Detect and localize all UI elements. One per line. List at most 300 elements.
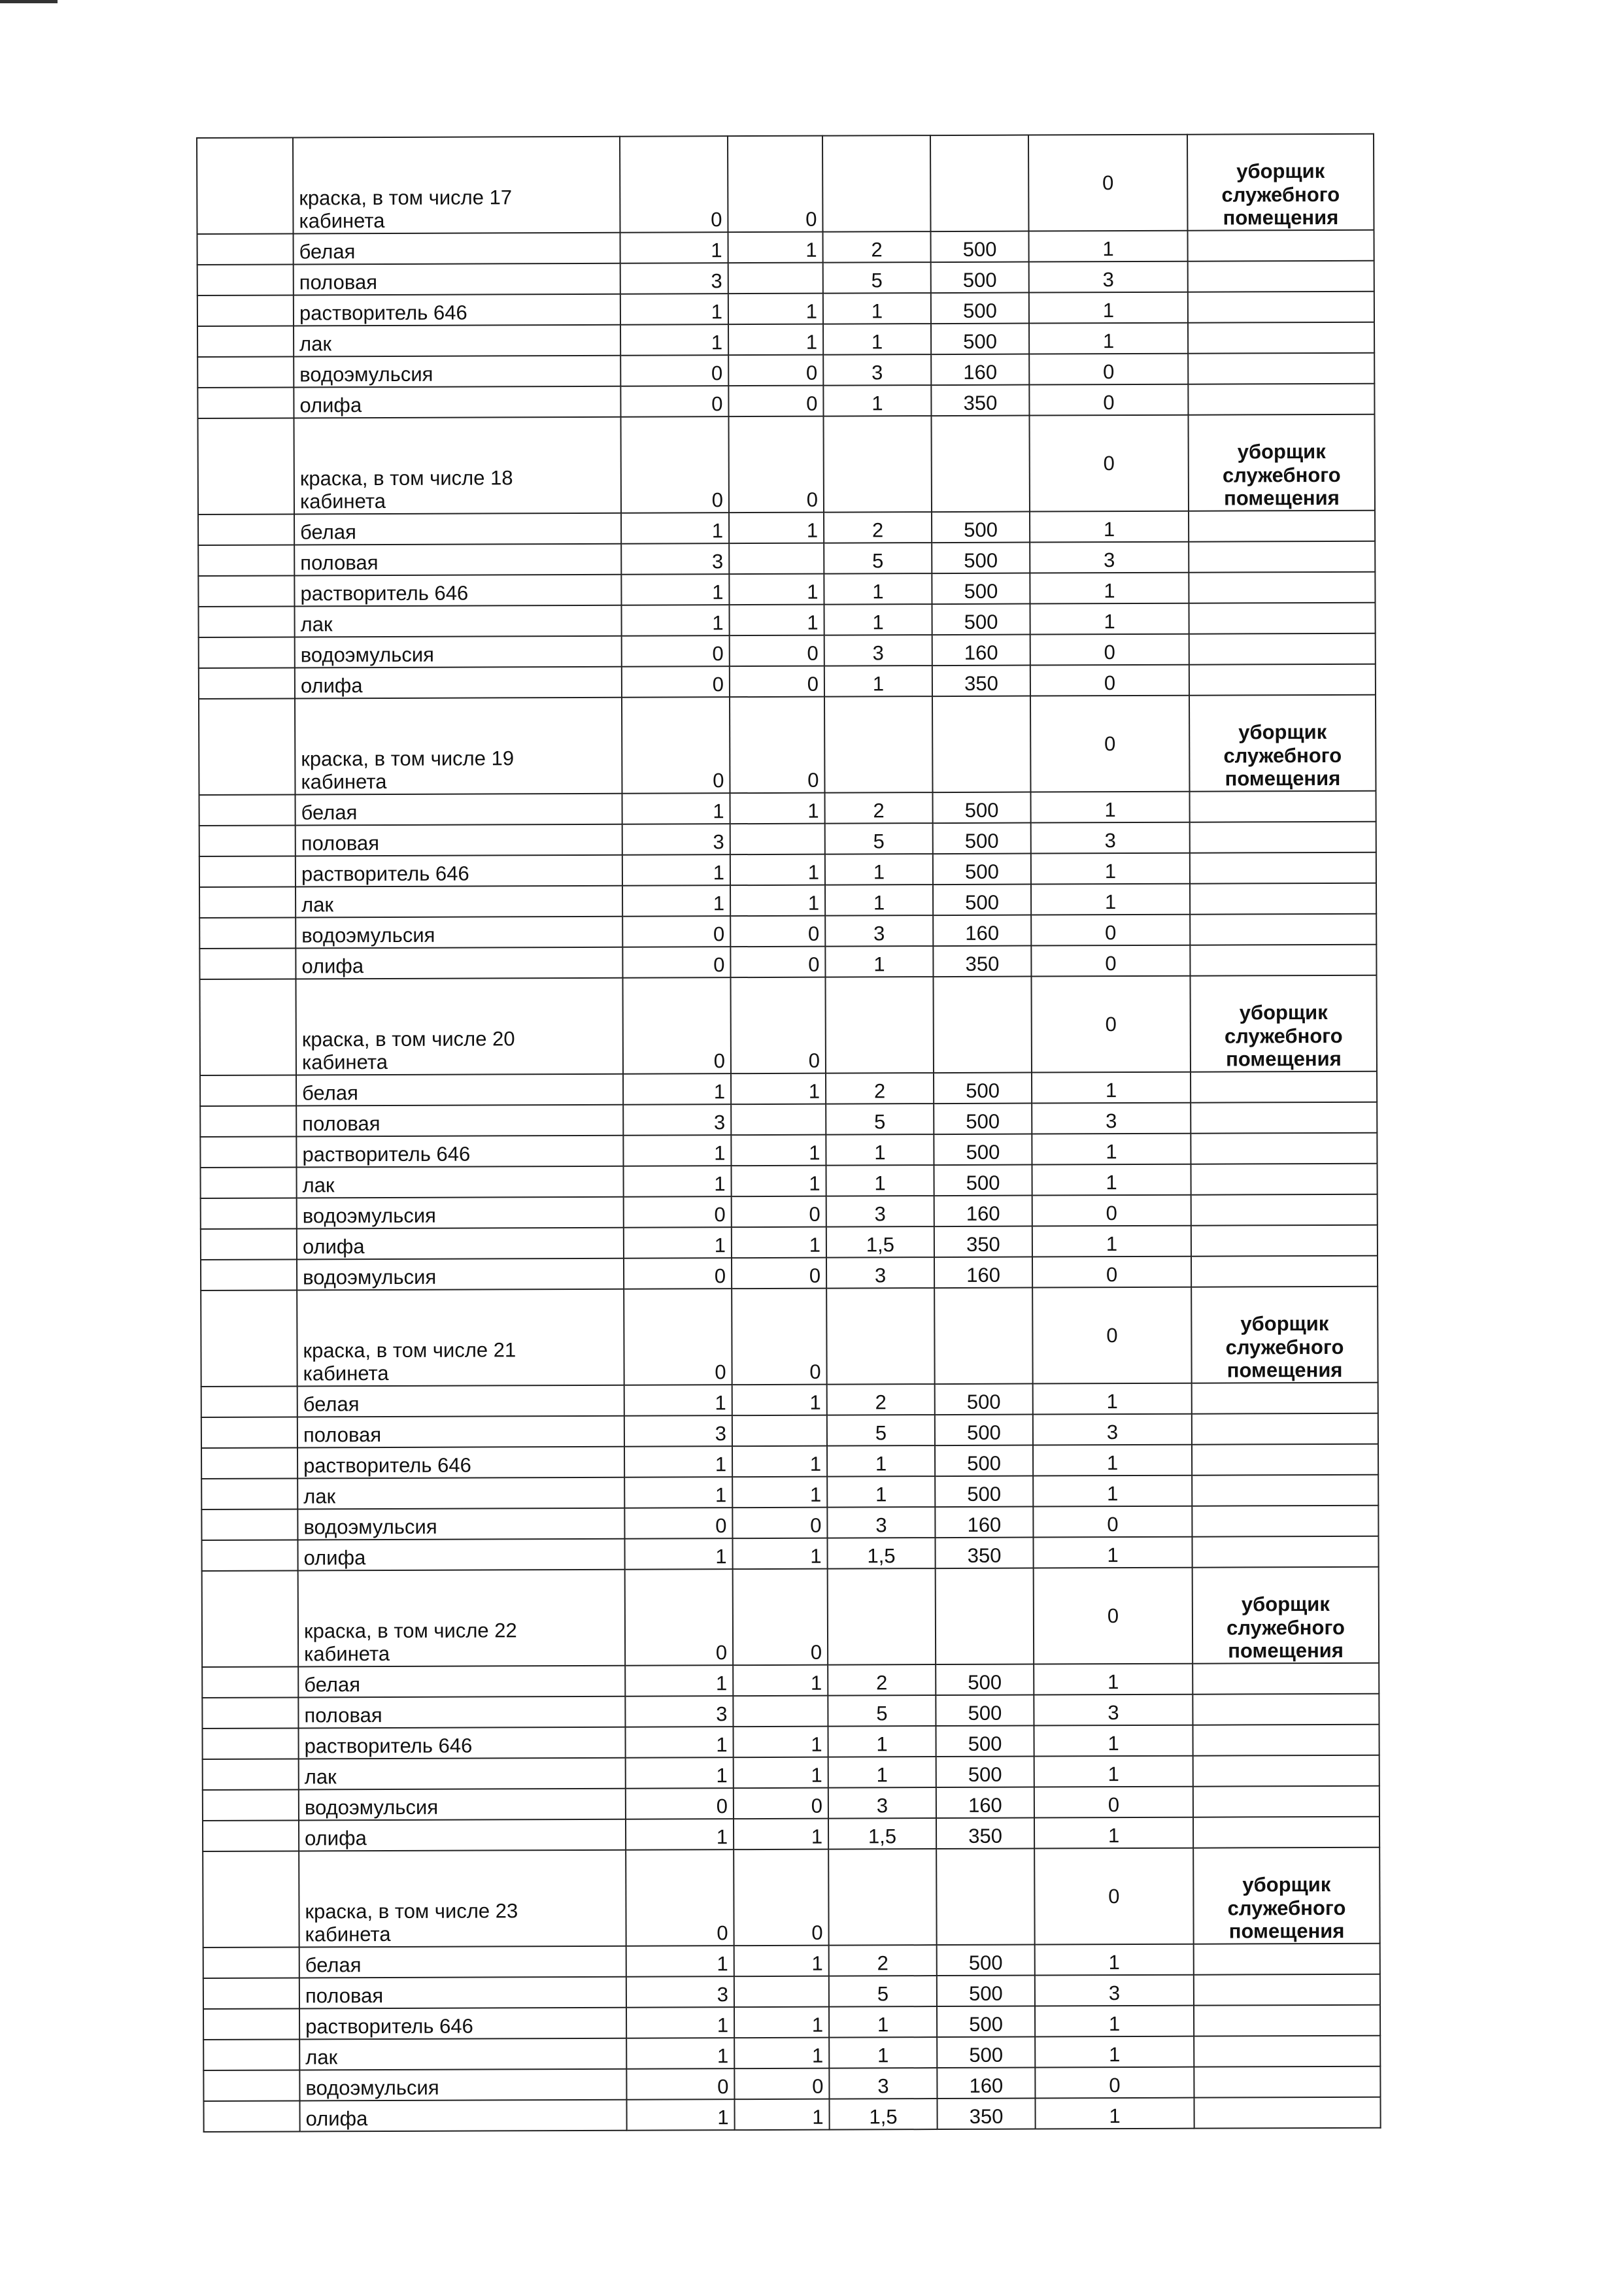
norm-cell: 1,5	[827, 1538, 935, 1569]
blank-cell	[203, 2008, 299, 2040]
total-cell: 0	[1029, 384, 1188, 416]
blank-cell	[197, 326, 294, 357]
group-title-cell	[294, 417, 622, 514]
total-cell: 0	[1031, 945, 1190, 977]
qty-cell: 1	[733, 1727, 828, 1758]
item-row	[199, 883, 1376, 918]
qty-cell: 1	[624, 1538, 732, 1570]
note-cell	[1189, 664, 1376, 696]
blank-cell	[201, 1167, 297, 1198]
price-cell: 160	[934, 1196, 1032, 1227]
norm-cell: 5	[827, 1415, 935, 1446]
blank-cell	[197, 295, 294, 326]
item-row	[200, 1071, 1377, 1106]
position-note-line: помещения	[1228, 1919, 1345, 1943]
price-cell: 160	[934, 1257, 1032, 1289]
price-cell: 160	[936, 1787, 1034, 1819]
qty-cell: 0	[622, 635, 730, 667]
total-cell: 0	[1031, 915, 1190, 946]
item-row	[199, 791, 1376, 826]
blank-cell	[198, 575, 294, 607]
position-note-line: уборщик	[1239, 1001, 1328, 1024]
total-cell: 0	[1029, 415, 1189, 512]
note-cell	[1193, 1786, 1379, 1817]
total-cell: 1	[1035, 1944, 1194, 1976]
blank-cell	[199, 979, 296, 1075]
note-cell	[1191, 1256, 1378, 1287]
item-name-cell: олифа	[297, 1539, 624, 1571]
item-name-cell: олифа	[296, 947, 622, 979]
qty-cell: 1	[620, 294, 728, 325]
price-cell: 500	[933, 885, 1031, 916]
norm-cell: 5	[828, 1695, 936, 1727]
item-name-cell: половая	[296, 824, 622, 856]
qty-cell: 1	[732, 1446, 827, 1477]
item-name-cell: водоэмульсия	[297, 1197, 624, 1229]
blank-cell	[199, 698, 296, 795]
total-cell: 1	[1032, 1072, 1191, 1104]
group-header-row	[202, 1567, 1379, 1667]
item-name-cell: белая	[298, 1666, 625, 1698]
blank-cell	[197, 233, 294, 265]
group-title-line: краска, в том числе 21	[303, 1338, 516, 1362]
blank-cell	[202, 1666, 298, 1698]
price-cell: 500	[932, 604, 1030, 635]
norm-cell: 1	[823, 293, 931, 324]
total-cell: 1	[1032, 1164, 1191, 1196]
blank-cell	[197, 137, 294, 234]
note-cell	[1190, 822, 1376, 853]
note-cell	[1194, 2097, 1380, 2129]
qty-cell: 1	[734, 2099, 829, 2131]
norm-cell	[828, 1849, 937, 1946]
position-note-line: уборщик	[1238, 720, 1327, 744]
item-row	[197, 230, 1374, 265]
item-row	[197, 384, 1374, 418]
note-cell	[1190, 852, 1376, 884]
note-cell	[1192, 1413, 1378, 1445]
position-note-line: уборщик	[1237, 440, 1326, 464]
price-cell	[932, 696, 1031, 793]
item-name-cell: олифа	[294, 386, 620, 418]
scan-edge-mark	[0, 0, 58, 3]
price-cell: 500	[933, 823, 1031, 854]
note-cell	[1193, 1663, 1379, 1695]
norm-cell: 1	[825, 885, 933, 916]
norm-cell: 1	[828, 1726, 936, 1757]
qty-cell: 1	[732, 1385, 827, 1416]
qty-cell: 0	[730, 947, 825, 978]
price-cell: 500	[931, 231, 1029, 263]
qty-cell: 0	[728, 386, 823, 417]
item-name-cell: лак	[297, 1477, 624, 1510]
note-cell	[1193, 1817, 1379, 1848]
item-name-cell: половая	[294, 544, 621, 576]
total-cell: 0	[1030, 696, 1190, 792]
price-cell: 160	[931, 354, 1029, 386]
price-cell: 500	[933, 792, 1031, 824]
norm-cell: 1	[825, 946, 933, 977]
position-note-line: уборщик	[1240, 1312, 1329, 1336]
item-name-cell: растворитель 646	[296, 855, 622, 887]
total-cell: 0	[1035, 2067, 1194, 2099]
group-title-cell	[295, 698, 622, 795]
qty-cell: 0	[734, 1849, 829, 1946]
total-cell: 1	[1030, 511, 1189, 543]
item-name-cell: лак	[297, 1166, 624, 1198]
qty-cell: 1	[626, 1946, 734, 1977]
qty-cell: 1	[728, 324, 823, 356]
blank-cell	[203, 2039, 299, 2070]
qty-cell: 1	[732, 1227, 826, 1258]
qty-cell: 1	[620, 232, 728, 263]
price-cell	[931, 416, 1030, 513]
norm-cell: 3	[824, 635, 932, 666]
price-cell	[936, 1849, 1035, 1946]
price-cell: 350	[937, 2099, 1035, 2130]
norm-cell: 5	[823, 262, 931, 294]
qty-cell: 0	[622, 977, 731, 1074]
item-name-cell: водоэмульсия	[296, 917, 622, 949]
norm-cell: 3	[826, 1257, 934, 1289]
group-title-line: кабинета	[299, 490, 386, 513]
blank-cell	[203, 1978, 299, 2009]
item-name-cell: растворитель 646	[297, 1447, 624, 1479]
norm-cell: 1	[823, 324, 931, 355]
note-cell	[1188, 230, 1374, 261]
group-title-line: кабинета	[304, 1642, 390, 1666]
price-cell: 160	[937, 2068, 1035, 2099]
price-cell: 500	[934, 1134, 1032, 1166]
total-cell: 0	[1029, 354, 1188, 385]
qty-cell: 0	[626, 1849, 734, 1946]
note-cell	[1193, 1725, 1379, 1756]
total-cell: 1	[1032, 1226, 1191, 1257]
group-title-line: кабинета	[301, 770, 387, 794]
price-cell: 350	[931, 385, 1029, 416]
item-row	[201, 1164, 1378, 1198]
position-note-cell	[1187, 134, 1374, 231]
item-row	[201, 1225, 1378, 1260]
note-cell	[1190, 883, 1376, 915]
norm-cell: 1	[823, 385, 931, 416]
total-cell: 1	[1032, 1134, 1191, 1165]
qty-cell: 1	[731, 1166, 826, 1197]
qty-cell: 1	[625, 1665, 733, 1696]
qty-cell: 0	[624, 1508, 732, 1539]
qty-cell: 0	[625, 1569, 734, 1666]
item-name-cell: лак	[299, 1758, 626, 1790]
item-name-cell: олифа	[299, 2100, 626, 2132]
note-cell	[1194, 1974, 1380, 2006]
item-row	[198, 541, 1375, 576]
group-title-line: краска, в том числе 22	[303, 1619, 517, 1643]
position-note-line: помещения	[1225, 767, 1341, 790]
item-name-cell: олифа	[299, 1819, 626, 1851]
item-row	[201, 1194, 1378, 1229]
total-cell: 0	[1030, 634, 1189, 666]
position-note-line: уборщик	[1242, 1873, 1331, 1897]
price-cell: 500	[934, 1104, 1032, 1135]
total-cell: 1	[1035, 2098, 1194, 2129]
qty-cell: 3	[626, 1976, 734, 2008]
norm-cell: 3	[827, 1507, 935, 1538]
table-body	[197, 134, 1381, 2132]
item-row	[199, 664, 1376, 699]
qty-cell: 0	[728, 416, 824, 513]
qty-cell: 0	[730, 697, 825, 794]
norm-cell: 1,5	[826, 1226, 934, 1258]
note-cell	[1190, 791, 1376, 822]
group-title-cell	[296, 978, 623, 1075]
item-row	[201, 1475, 1378, 1510]
item-row	[198, 572, 1375, 607]
item-name-cell: олифа	[297, 1228, 624, 1260]
blank-cell	[201, 1386, 297, 1417]
item-row	[202, 1694, 1379, 1729]
norm-cell: 2	[823, 231, 931, 263]
group-title-line: кабинета	[305, 1923, 391, 1946]
qty-cell: 1	[728, 232, 823, 263]
item-row	[199, 945, 1376, 979]
item-name-cell: лак	[296, 886, 622, 918]
blank-cell	[201, 1447, 297, 1479]
norm-cell: 2	[828, 1664, 936, 1696]
group-title-cell	[298, 1570, 626, 1667]
price-cell: 500	[935, 1384, 1033, 1415]
qty-cell: 3	[624, 1415, 732, 1447]
price-cell: 500	[936, 1664, 1034, 1696]
blank-cell	[199, 886, 296, 918]
group-title-line: кабинета	[303, 1362, 389, 1385]
price-cell: 500	[937, 2037, 1035, 2068]
qty-cell: 1	[621, 574, 729, 605]
total-cell: 1	[1031, 884, 1190, 915]
item-name-cell: половая	[299, 1977, 626, 2009]
blank-cell	[203, 1947, 299, 1978]
item-row	[197, 322, 1374, 357]
blank-cell	[198, 545, 294, 576]
blank-cell	[203, 1851, 299, 1948]
qty-cell: 1	[624, 1446, 732, 1477]
norm-cell	[824, 696, 933, 793]
blank-cell	[201, 1290, 297, 1387]
price-cell	[933, 977, 1032, 1073]
blank-cell	[201, 1198, 297, 1229]
item-name-cell: половая	[294, 263, 620, 295]
qty-cell: 1	[622, 793, 730, 824]
qty-cell	[730, 824, 825, 855]
total-cell: 3	[1032, 1103, 1191, 1134]
price-cell: 350	[934, 1226, 1032, 1258]
note-cell	[1190, 914, 1376, 945]
position-note-line: помещения	[1228, 1639, 1344, 1662]
price-cell: 500	[936, 1757, 1034, 1788]
price-cell: 500	[937, 1945, 1035, 1976]
qty-cell: 3	[625, 1696, 733, 1727]
position-note-line: помещения	[1226, 1047, 1342, 1071]
item-row	[199, 852, 1376, 887]
qty-cell	[729, 543, 824, 575]
item-row	[197, 353, 1374, 388]
qty-cell: 0	[730, 916, 825, 947]
note-cell	[1191, 1164, 1377, 1195]
blank-cell	[203, 1820, 299, 1851]
total-cell: 3	[1029, 261, 1188, 293]
total-cell: 0	[1034, 1787, 1193, 1818]
norm-cell	[828, 1568, 936, 1665]
group-title-cell	[299, 1850, 626, 1948]
qty-cell: 1	[626, 2007, 734, 2038]
position-note-line: служебного	[1227, 1896, 1346, 1920]
price-cell: 350	[936, 1818, 1034, 1849]
blank-cell	[202, 1570, 299, 1667]
qty-cell: 0	[624, 1289, 732, 1385]
group-title-line: кабинета	[301, 1051, 388, 1074]
blank-cell	[199, 948, 296, 979]
norm-cell: 3	[829, 2068, 937, 2099]
blank-cell	[201, 1509, 297, 1540]
qty-cell: 0	[733, 1569, 828, 1666]
total-cell: 3	[1033, 1414, 1192, 1445]
qty-cell: 0	[728, 136, 823, 233]
position-note-line: помещения	[1226, 1358, 1343, 1382]
qty-cell: 1	[729, 574, 824, 605]
total-cell: 1	[1035, 2006, 1194, 2037]
qty-cell: 1	[622, 605, 730, 636]
norm-cell: 5	[829, 1976, 937, 2007]
price-cell: 500	[932, 543, 1030, 574]
position-note-cell	[1190, 975, 1377, 1072]
note-cell	[1193, 1755, 1379, 1787]
position-note-line: служебного	[1223, 743, 1342, 767]
qty-cell: 1	[626, 1757, 734, 1789]
norm-cell: 1,5	[829, 2099, 937, 2130]
norm-cell: 3	[826, 1196, 934, 1227]
price-cell: 500	[937, 1976, 1035, 2007]
qty-cell: 0	[624, 1196, 732, 1228]
qty-cell: 0	[620, 416, 729, 513]
total-cell: 1	[1033, 1476, 1192, 1507]
position-note-line: служебного	[1221, 182, 1340, 207]
total-cell: 1	[1031, 792, 1190, 823]
qty-cell: 1	[730, 885, 825, 917]
qty-cell: 1	[728, 294, 823, 325]
total-cell: 3	[1031, 822, 1190, 854]
qty-cell: 0	[622, 666, 730, 698]
position-note-cell	[1193, 1567, 1379, 1664]
blank-cell	[201, 1540, 297, 1571]
price-cell: 500	[937, 2006, 1035, 2038]
item-row	[203, 2036, 1380, 2070]
blank-cell	[197, 387, 294, 418]
qty-cell: 3	[620, 263, 728, 294]
qty-cell: 1	[734, 2038, 829, 2069]
note-cell	[1192, 1383, 1378, 1414]
blank-cell	[199, 667, 295, 699]
note-cell	[1189, 511, 1375, 542]
item-row	[197, 261, 1374, 295]
qty-cell: 1	[732, 1538, 827, 1570]
qty-cell: 0	[734, 1788, 828, 1819]
total-cell: 0	[1033, 1506, 1192, 1538]
position-note-cell	[1193, 1847, 1380, 1944]
blank-cell	[201, 1478, 297, 1510]
qty-cell: 1	[624, 1477, 732, 1508]
item-name-cell: белая	[297, 1385, 624, 1417]
blank-cell	[203, 2070, 299, 2101]
position-note-cell	[1191, 1287, 1378, 1383]
item-row	[198, 511, 1375, 545]
norm-cell: 1	[824, 666, 932, 697]
item-row	[199, 603, 1376, 637]
norm-cell: 1	[826, 1134, 934, 1166]
total-cell: 0	[1028, 135, 1188, 231]
blank-cell	[203, 1789, 299, 1821]
total-cell: 1	[1031, 853, 1190, 885]
blank-cell	[202, 1728, 298, 1759]
note-cell	[1194, 2036, 1380, 2067]
price-cell: 500	[934, 1073, 1032, 1104]
note-cell	[1194, 1944, 1380, 1975]
item-name-cell: водоэмульсия	[295, 636, 622, 668]
total-cell: 1	[1030, 603, 1189, 635]
note-cell	[1192, 1475, 1378, 1506]
qty-cell: 0	[622, 947, 730, 978]
norm-cell	[822, 135, 931, 232]
qty-cell: 0	[622, 697, 730, 794]
group-title-line: кабинета	[299, 209, 385, 233]
item-name-cell: белая	[299, 1946, 626, 1978]
item-name-cell: лак	[295, 605, 622, 637]
total-cell: 3	[1030, 542, 1189, 573]
item-name-cell: белая	[296, 794, 622, 826]
price-cell: 350	[935, 1538, 1033, 1569]
qty-cell: 0	[732, 1289, 827, 1385]
price-cell: 350	[933, 946, 1031, 977]
norm-cell: 1	[826, 1165, 934, 1196]
group-title-cell	[297, 1289, 624, 1387]
total-cell: 1	[1029, 292, 1188, 324]
qty-cell: 0	[732, 1196, 826, 1228]
price-cell: 160	[933, 915, 1031, 947]
total-cell: 1	[1033, 1445, 1192, 1476]
blank-cell	[199, 606, 295, 637]
qty-cell: 1	[624, 1227, 732, 1258]
price-cell	[936, 1568, 1034, 1665]
note-cell	[1192, 1506, 1378, 1537]
qty-cell: 0	[732, 1258, 826, 1289]
qty-cell: 1	[731, 1135, 826, 1166]
norm-cell: 3	[823, 354, 931, 386]
price-cell: 500	[936, 1726, 1034, 1757]
blank-cell	[203, 2100, 299, 2132]
qty-cell	[728, 263, 823, 294]
blank-cell	[200, 1136, 296, 1168]
norm-cell: 1	[824, 604, 932, 635]
blank-cell	[198, 418, 295, 514]
item-row	[199, 633, 1376, 668]
qty-cell: 3	[623, 1104, 731, 1136]
price-cell: 500	[935, 1415, 1033, 1446]
group-title-line: краска, в том числе 19	[301, 747, 515, 771]
price-cell: 500	[931, 324, 1029, 355]
item-row	[200, 1102, 1377, 1137]
qty-cell: 1	[730, 854, 825, 886]
note-cell	[1188, 322, 1374, 354]
note-cell	[1194, 2005, 1380, 2036]
price-cell: 500	[931, 262, 1029, 294]
